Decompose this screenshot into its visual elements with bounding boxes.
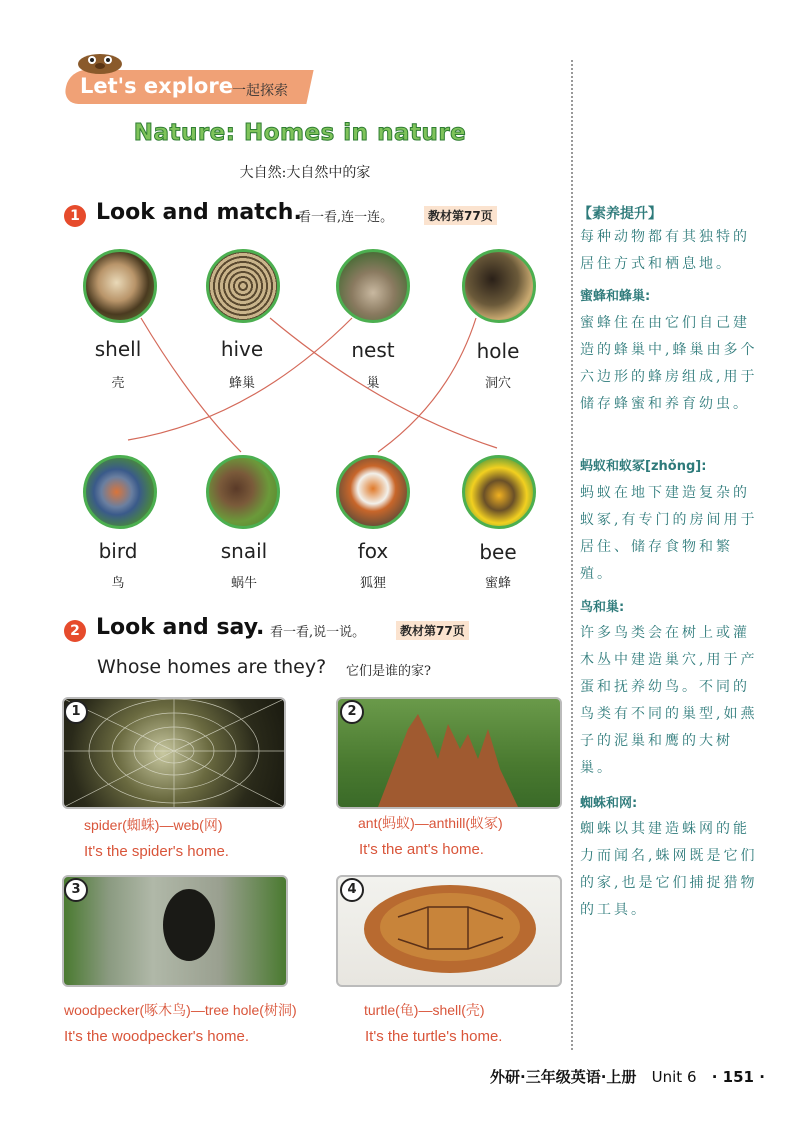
word-nest: nest (351, 338, 395, 362)
question-en: Whose homes are they? (97, 656, 327, 678)
sidebar-intro: 每种动物都有其独特的居住方式和栖息地。 (580, 229, 750, 272)
sidebar-bird-title: 鸟和巢: (580, 600, 625, 615)
home-1: It's the spider's home. (84, 843, 229, 860)
word-hive-cn: 蜂巢 (228, 376, 255, 391)
question-cn: 它们是谁的家? (346, 664, 431, 679)
anthill-photo (336, 697, 562, 809)
footer-page: · 151 · (711, 1068, 765, 1086)
word-hive: hive (220, 337, 264, 361)
section-2-title: Look and say. (96, 615, 265, 640)
word-hole: hole (476, 339, 520, 363)
word-nest-cn: 巢 (366, 376, 380, 391)
word-hole-cn: 洞穴 (484, 376, 511, 391)
section-1-number: 1 (64, 205, 86, 227)
word-bee-cn: 蜜蜂 (484, 576, 511, 591)
word-shell-cn: 壳 (111, 376, 125, 391)
photo-4-badge: 4 (340, 878, 364, 902)
sidebar-spider-title: 蜘蛛和网: (580, 796, 638, 811)
home-4: It's the turtle's home. (365, 1028, 503, 1045)
fox-photo (336, 455, 410, 529)
turtle-shell-photo (336, 875, 562, 987)
section-2-textbook-ref: 教材第77页 (396, 621, 469, 640)
tree-hole-drawing (64, 877, 286, 985)
footer-unit: Unit 6 (651, 1068, 697, 1086)
snail-photo (206, 455, 280, 529)
word-bird-cn: 鸟 (111, 576, 125, 591)
web-drawing (64, 699, 284, 807)
photo-1-badge: 1 (64, 700, 88, 724)
photo-2-badge: 2 (340, 700, 364, 724)
bee-photo (462, 455, 536, 529)
caption-3: woodpecker(啄木鸟)—tree hole(树洞) (64, 1002, 297, 1019)
section-1-title: Look and match. (96, 200, 302, 225)
photo-3-badge: 3 (64, 878, 88, 902)
sidebar-heading: 【素养提升】 (578, 206, 662, 222)
sidebar-ant-title: 蚂蚁和蚁冢[zhǒng]: (580, 459, 707, 474)
sidebar-ant-text: 蚂蚁在地下建造复杂的蚁冢,有专门的房间用于居住、储存食物和繁殖。 (580, 485, 758, 582)
word-fox: fox (357, 539, 389, 563)
page-subtitle: 大自然:大自然中的家 (239, 165, 371, 181)
turtle-drawing (338, 877, 560, 985)
word-bee: bee (479, 540, 517, 564)
bird-photo (83, 455, 157, 529)
sidebar-bird-text: 许多鸟类会在树上或灌木丛中建造巢穴,用于产蛋和抚养幼鸟。不同的鸟类有不同的巢型,如燕子的泥巢和鹰的大树巢。 (580, 625, 758, 776)
match-line-hive-bee (270, 318, 497, 448)
home-2: It's the ant's home. (359, 841, 484, 858)
match-line-shell-snail (141, 318, 241, 452)
caption-2: ant(蚂蚁)—anthill(蚁冢) (358, 815, 503, 832)
sidebar-bee-text: 蜜蜂住在由它们自己建造的蜂巢中,蜂巢由多个六边形的蜂房组成,用于储存蜂蜜和养育幼虫。 (580, 315, 758, 412)
word-snail: snail (220, 539, 268, 563)
anthill-drawing (338, 699, 560, 807)
word-shell: shell (94, 337, 142, 361)
word-bird: bird (98, 539, 138, 563)
section-2-number: 2 (64, 620, 86, 642)
column-divider (571, 60, 573, 1050)
caption-4: turtle(龟)—shell(壳) (364, 1002, 485, 1019)
section-1-textbook-ref: 教材第77页 (424, 206, 497, 225)
home-3: It's the woodpecker's home. (64, 1028, 249, 1045)
word-snail-cn: 蜗牛 (230, 576, 257, 591)
caption-1: spider(蜘蛛)—web(网) (84, 817, 223, 834)
section-2-instruction: 看一看,说一说。 (270, 625, 366, 640)
footer (490, 1066, 765, 1087)
match-line-nest-bird (128, 318, 352, 440)
spider-web-photo (62, 697, 286, 809)
banner-title: Let's explore (80, 74, 233, 98)
word-fox-cn: 狐狸 (359, 576, 386, 591)
sidebar-bee-title: 蜜蜂和蜂巢: (580, 289, 651, 304)
banner-subtitle: 一起探索 (232, 83, 288, 99)
page-title: Nature: Homes in nature (133, 120, 467, 146)
footer-book: 外研·三年级英语·上册 (490, 1068, 637, 1086)
tree-hole-photo (62, 875, 288, 987)
match-line-hole-fox (378, 318, 476, 452)
sidebar-spider-text: 蜘蛛以其建造蛛网的能力而闻名,蛛网既是它们的家,也是它们捕捉猎物的工具。 (580, 821, 758, 918)
section-1-instruction: 看一看,连一连。 (298, 210, 394, 225)
